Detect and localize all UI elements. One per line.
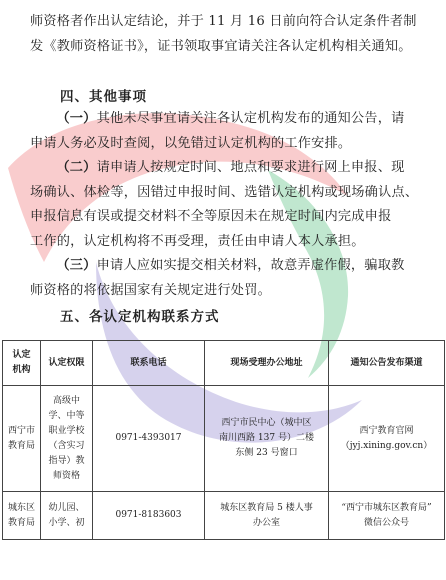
section-4-heading: 四、其他事项 [60, 89, 147, 105]
header-address: 现场受理办公地址 [205, 341, 329, 386]
table-row [3, 386, 445, 492]
cell-scope: 幼儿园、 小学、初 [41, 492, 93, 540]
cell-address: 城东区教育局 5 楼人事 办公室 [205, 492, 329, 540]
cell-phone: 0971-4393017 [93, 386, 205, 492]
section-5-heading: 五、各认定机构联系方式 [60, 309, 220, 325]
cell-phone: 0971-8183603 [93, 492, 205, 540]
paragraph-item-3 [30, 254, 420, 303]
text-line: 师资格的将依据国家有关规定进行处罚。 [30, 282, 271, 298]
cell-address: 西宁市民中心（城中区 南川西路 137 号）二楼 东侧 23 号窗口 [205, 386, 329, 492]
header-notice: 通知公告发布渠道 [329, 341, 445, 386]
text-line: 申请人应如实提交相关材料，故意弄虚作假，骗取教 [96, 258, 405, 273]
text-line: 师资格者作出认定结论，并于 11 月 16 日前向符合认定条件者制 [30, 14, 417, 29]
text-line: 场确认、体检等，因错过申报时间、选错认定机构或现场确认点、 [30, 184, 419, 200]
header-agency: 认定 机构 [3, 341, 41, 386]
cell-agency: 城东区 教育局 [3, 492, 41, 540]
paragraph-certificate [30, 10, 420, 59]
text-line: 其他未尽事宜请关注各认定机构发布的通知公告，请 [96, 111, 405, 126]
paragraph-item-2 [30, 156, 420, 254]
text-line: 发《教师资格证书》，证书领取事宜请关注各认定机构相关通知。 [30, 38, 412, 54]
text-line: 申请人务必及时查阅，以免错过认定机构的工作安排。 [30, 135, 352, 151]
item-label: （二） [56, 160, 97, 175]
table-row [3, 492, 445, 540]
item-label: （一） [56, 111, 97, 126]
text-line: 请申请人按规定时间、地点和要求进行网上申报、现 [96, 160, 405, 175]
header-scope: 认定权限 [41, 341, 93, 386]
paragraph-item-1 [30, 107, 420, 156]
item-label: （三） [56, 258, 97, 273]
cell-agency: 西宁市 教育局 [3, 386, 41, 492]
cell-notice: “西宁市城东区教育局” 微信公众号 [329, 492, 445, 540]
table-header-row [3, 341, 445, 386]
header-phone: 联系电话 [93, 341, 205, 386]
cell-notice: 西宁教育官网 （jyj.xining.gov.cn） [329, 386, 445, 492]
text-line: 申报信息有误或提交材料不全等原因未在规定时间内完成申报 [30, 209, 392, 224]
cell-scope: 高级中 学、中等 职业学校 （含实习 指导）教 师资格 [41, 386, 93, 492]
contacts-table [2, 340, 445, 540]
text-line: 工作的，认定机构将不再受理，责任由申请人本人承担。 [30, 233, 365, 249]
